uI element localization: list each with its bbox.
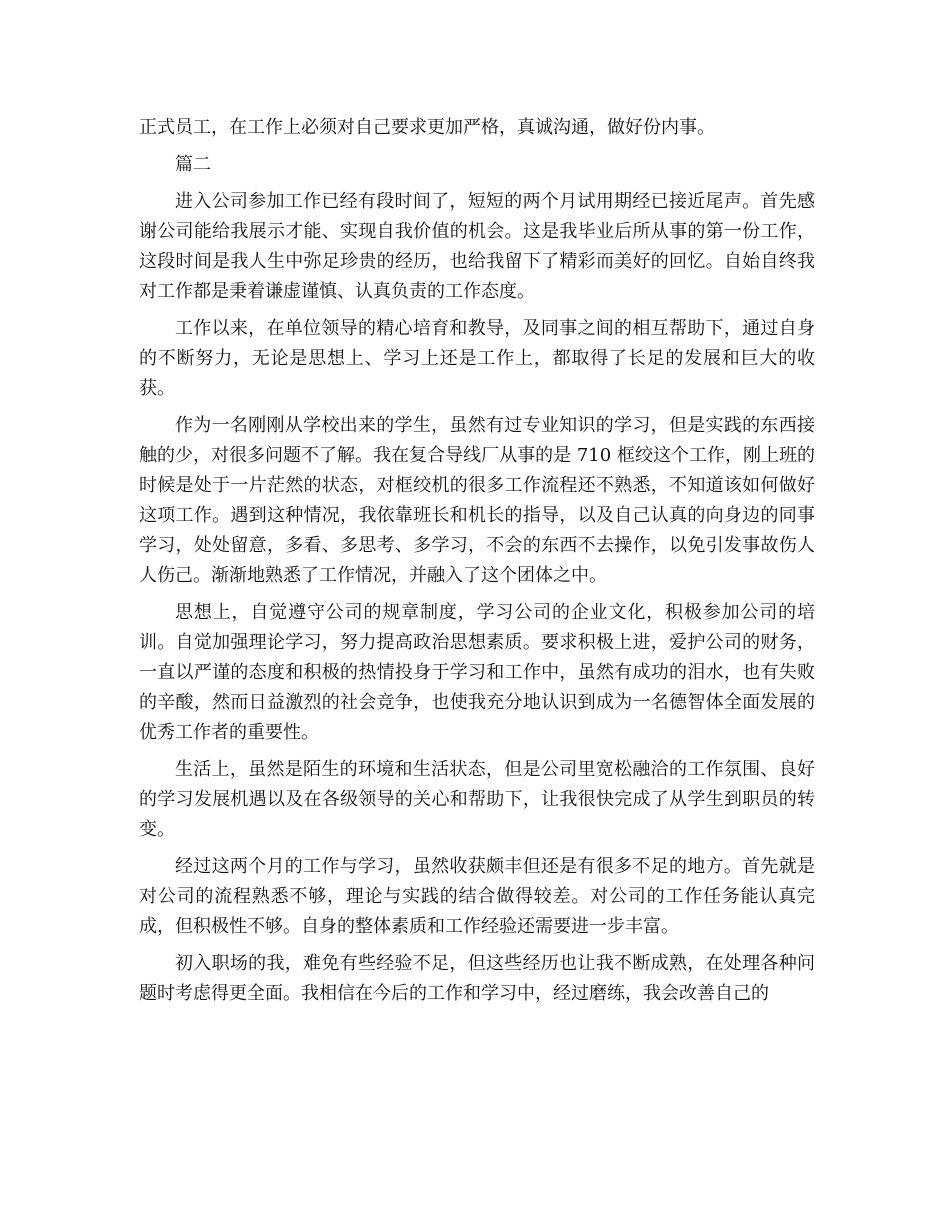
paragraph-continuation: 正式员工，在工作上必须对自己要求更加严格，真诚沟通，做好份内事。	[139, 117, 715, 138]
paragraph: 工作以来，在单位领导的精心培育和教导，及同事之间的相互帮助下，通过自身的不断努力，无论是思想上、学习上还是工作上，都取得了长足的发展和巨大的收获。	[139, 318, 815, 399]
paragraph: 进入公司参加工作已经有段时间了，短短的两个月试用期经已接近尾声。首先感谢公司能给我展示才能、实现自我价值的机会。这是我毕业后所从事的第一份工作，这段时间是我人生中弥足珍贵的经历，也给我留下了精彩而美好的回忆。自始自终我对工作都是秉着谦虚谨慎、认真负责的工作态度。	[139, 191, 815, 302]
paragraph: 生活上，虽然是陌生的环境和生活状态，但是公司里宽松融洽的工作氛围、良好的学习发展机遇以及在各级领导的关心和帮助下，让我很快完成了从学生到职员的转变。	[139, 759, 815, 840]
paragraph: 经过这两个月的工作与学习，虽然收获颇丰但还是有很多不足的地方。首先就是对公司的流程熟悉不够，理论与实践的结合做得较差。对公司的工作任务能认真完成，但积极性不够。自身的整体素质和工作经验还需要进一步丰富。	[139, 856, 815, 937]
document-body	[139, 113, 815, 1016]
paragraph: 思想上，自觉遵守公司的规章制度，学习公司的企业文化，积极参加公司的培训。自觉加强理论学习，努力提高政治思想素质。要求积极上进，爱护公司的财务，一直以严谨的态度和积极的热情投身于学习和工作中，虽然有成功的泪水，也有失败的辛酸，然而日益激烈的社会竞争，也使我充分地认识到成为一名德智体全面发展的优秀工作者的重要性。	[139, 602, 815, 743]
paragraph: 作为一名刚刚从学校出来的学生，虽然有过专业知识的学习，但是实践的东西接触的少，对很多问题不了解。我在复合导线厂从事的是 710 框绞这个工作，刚上班的时候是处于一片茫然的状态，对框绞机的很多工作流程还不熟悉，不知道该如何做好这项工作。遇到这种情况，我依靠班长和机长的指导，以及自己认真的向身边的同事学习，处处留意，多看、多思考、多学习，不会的东西不去操作，以免引发事故伤人人伤己。渐渐地熟悉了工作情况，并融入了这个团体之中。	[139, 415, 815, 586]
section-heading: 篇二	[175, 154, 211, 175]
paragraph: 初入职场的我，难免有些经验不足，但这些经历也让我不断成熟，在处理各种问题时考虑得更全面。我相信在今后的工作和学习中，经过磨练，我会改善自己的	[139, 953, 815, 1004]
